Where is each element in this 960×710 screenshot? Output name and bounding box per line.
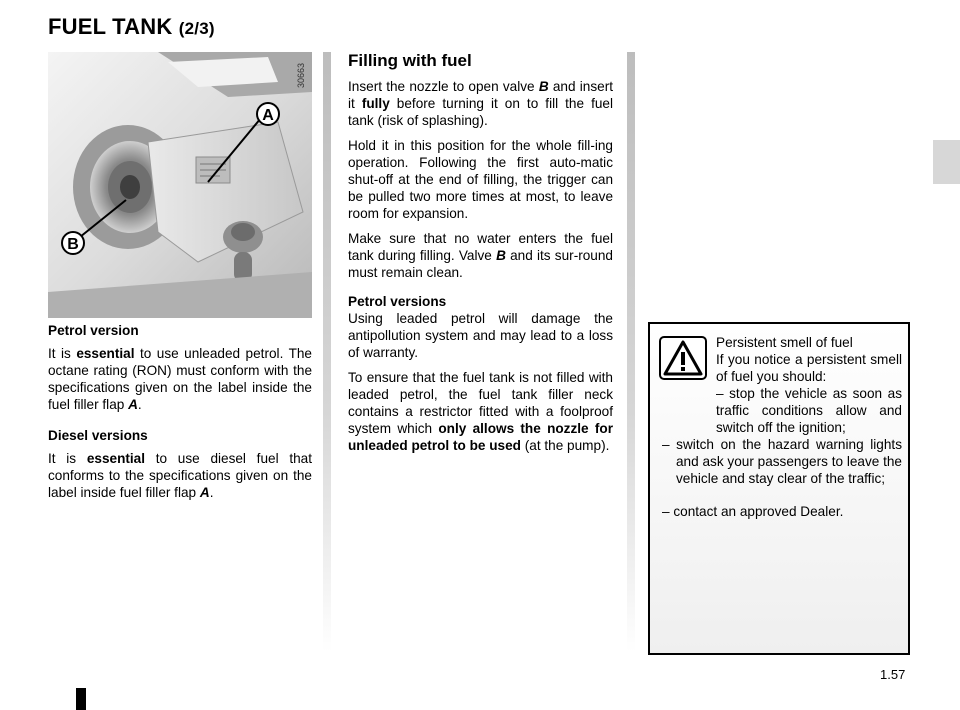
p3-text-b: and its sur-round must remain clean.: [348, 248, 613, 280]
figure-number: 30663: [296, 62, 306, 88]
warning-heading: Persistent smell of fuel: [716, 335, 853, 350]
filling-with-fuel-title: Filling with fuel: [348, 51, 472, 70]
fuel-filler-illustration: [48, 52, 312, 318]
diesel-essential: essential: [86, 451, 146, 466]
diesel-end: .: [209, 485, 214, 500]
filling-paragraph-5: [348, 369, 613, 454]
p1-fully: fully: [361, 96, 390, 111]
warning-item-1-wrap: [662, 385, 902, 436]
warning-intro: [716, 334, 902, 385]
filling-paragraph-1: [348, 78, 613, 129]
p1-ref-b: B: [538, 79, 549, 94]
petrol-text-2: to use unleaded petrol. The octane rating (RON) must conform with the specifications given on the label inside the fuel filler flap: [48, 346, 312, 412]
petrol-essential: essential: [76, 346, 135, 361]
callout-label-a: A: [262, 107, 274, 124]
petrol-version-paragraph: [48, 345, 312, 413]
warning-item-1-text: – stop the vehicle as soon as traffic conditions allow and switch off the ignition;: [716, 386, 902, 435]
diesel-versions-heading: Diesel versions: [48, 428, 148, 443]
diesel-text-2: to use diesel fuel that conforms to the specifications given on the label inside fuel filler flap: [48, 451, 312, 500]
warning-line-2: If you notice a persistent smell of fuel you should:: [716, 352, 902, 384]
p5-bold: only allows the nozzle for unleaded petrol to be used: [348, 421, 614, 453]
petrol-ref-a: A: [128, 397, 138, 412]
page-number: 1.57: [880, 667, 906, 682]
diesel-ref-a: A: [199, 485, 210, 500]
chapter-tab: [933, 140, 960, 184]
column-divider-right: [627, 52, 635, 652]
p5-text-b: (at the pump).: [520, 438, 610, 453]
petrol-versions-heading: Petrol versions: [348, 294, 447, 309]
p1-text-b: and insert it: [348, 79, 613, 111]
middle-column: [348, 78, 613, 462]
column-divider-left: [323, 52, 331, 652]
warning-item-2: – switch on the hazard warning lights and ask your passengers to leave the vehicle and stay clear of the traffic;: [662, 437, 902, 486]
diesel-text-1: It is: [48, 451, 87, 466]
p1-text-a: Insert the nozzle to open valve: [348, 79, 539, 94]
warning-icon: [659, 336, 707, 380]
p3-ref-b: B: [496, 248, 506, 263]
petrol-text-1: It is: [48, 346, 77, 361]
p5-text-a: To ensure that the fuel tank is not filled with leaded petrol, the fuel tank filler neck contains a restrictor fitted with a foolproof system which: [348, 370, 613, 436]
petrol-end: .: [137, 397, 142, 412]
filling-paragraph-4: Using leaded petrol will damage the antipollution system and may lead to a loss of warranty.: [348, 311, 613, 360]
warning-box: [648, 322, 910, 655]
page-title: [48, 14, 215, 40]
callout-label-b: B: [67, 236, 79, 253]
corner-mark: [76, 688, 86, 710]
diesel-versions-paragraph: [48, 450, 312, 501]
petrol-version-heading: Petrol version: [48, 323, 139, 338]
p3-text-a: Make sure that no water enters the fuel tank during filling. Valve: [348, 231, 613, 263]
fuel-filler-figure: [48, 52, 312, 318]
filling-paragraph-2: Hold it in this position for the whole fill-ing operation. Following the first auto-matic shut-off at the end of filling, the trigger can be pulled two more times at most, to leave room for expansion.: [348, 138, 613, 221]
page-title-suffix: (2/3): [178, 19, 215, 38]
left-column: [48, 322, 312, 509]
filling-paragraph-3: [348, 230, 613, 281]
p1-text-c: before turning it on to fill the fuel tank (risk of splashing).: [348, 96, 613, 128]
page-title-text: FUEL TANK: [48, 14, 173, 39]
warning-item-3: – contact an approved Dealer.: [662, 504, 844, 519]
warning-item-1: [662, 385, 902, 436]
